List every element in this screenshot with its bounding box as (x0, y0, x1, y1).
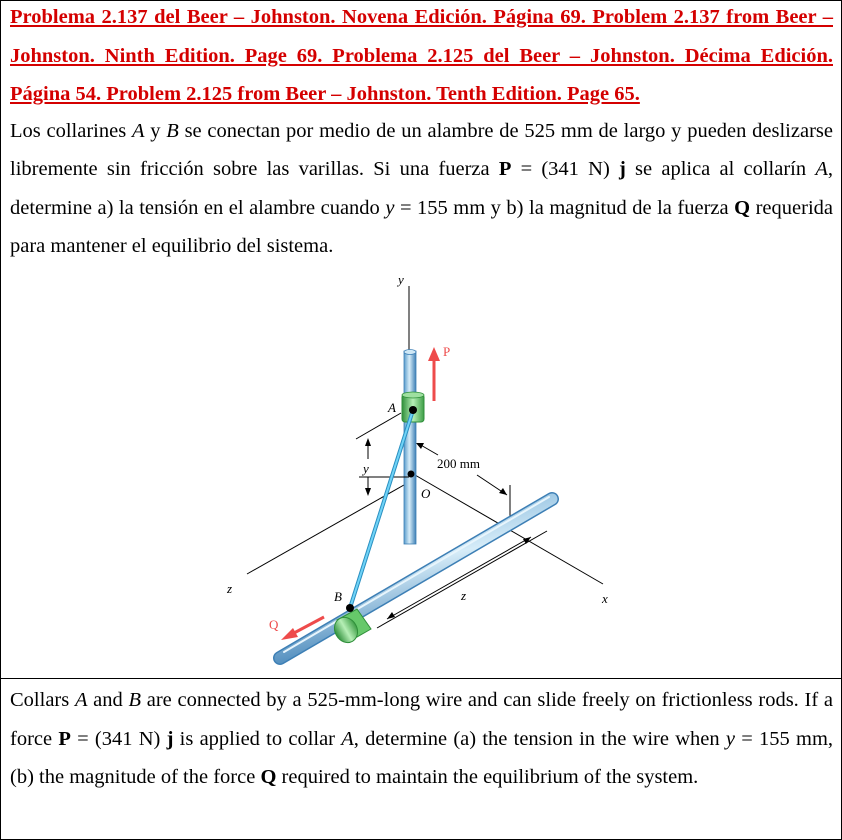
x-axis-label: x (602, 591, 608, 606)
figure-svg (1, 263, 841, 678)
y-dim-label: y (363, 461, 369, 476)
english-cell (1, 679, 841, 839)
z-axis-label: z (227, 581, 233, 596)
collar-a-var: A (131, 119, 145, 142)
force-p-var: P (498, 158, 512, 180)
force-q-var: Q (734, 196, 751, 219)
y-var: y (385, 196, 395, 219)
z-dim-label: z (461, 588, 467, 603)
dim-200-label: 200 mm (437, 456, 480, 471)
y-axis-label: y (398, 272, 404, 287)
point-a-dot (409, 406, 417, 414)
a-label: A (388, 400, 396, 415)
point-b-dot (346, 604, 354, 612)
axes (247, 286, 603, 584)
q-label: Q (269, 617, 279, 632)
origin-dot (408, 471, 415, 478)
vertical-rod (404, 351, 416, 544)
english-statement: Collars A and B are connected by a 525-mm-long wire and can slide freely on frictionless rods. If a force P = (341 N) j is applied to collar A, determine (a) the tension in the wire when y = 155 mm, (b) the magnitude of the force Q required to maintain the equilibrium of the system. (10, 689, 834, 788)
spanish-statement: Los collarines A y B se conectan por medio de un alambre de 525 mm de largo y pueden deslizarse libremente sin fricción sobre las varillas. Si una fuerza P = (341 N) j se aplica al collarín A, determine a) la tensión en el alambre cuando y = 155 mm y b) la magnitud de la fuerza Q requerida para mantener el equilibrio del sistema. (10, 119, 833, 257)
collar-rod-figure (1, 263, 841, 678)
b-label: B (334, 589, 342, 604)
vertical-rod-top (404, 350, 416, 355)
origin-label: O (421, 486, 431, 501)
force-p-arrow (428, 347, 440, 401)
spanish-cell (1, 1, 841, 679)
collar-b-var: B (166, 119, 179, 142)
p-label: P (443, 344, 451, 359)
problem-title: Problema 2.137 del Beer – Johnston. Novena Edición. Página 69. Problem 2.137 from Beer – Johnston. Ninth Edition. Page 69. Problema 2.125 del Beer – Johnston. Décima Edición. Página 54. Problem 2.125 from Beer – Johnston. Tenth Edition. Page 65. (10, 6, 833, 105)
unit-j-var: j (619, 158, 626, 180)
